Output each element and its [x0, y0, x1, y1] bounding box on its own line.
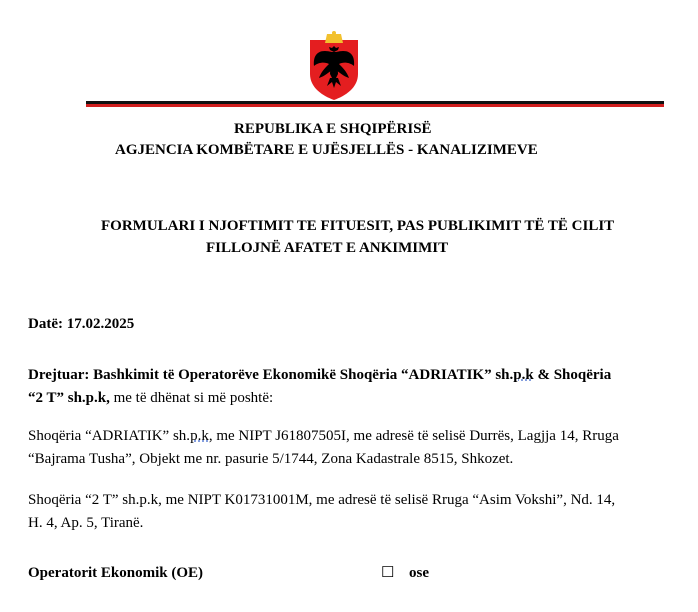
addressee-line1-link: p.k — [513, 367, 534, 383]
addressee-line2-rest: me të dhënat si më poshtë: — [109, 390, 274, 406]
albanian-coat-of-arms-icon — [307, 30, 361, 100]
company1-line2: “Bajrama Tusha”, Objekt me nr. pasurie 5/1744, Zona Kadastrale 8515, Shkozet. — [28, 451, 514, 467]
addressee-line1-part1: Drejtuar: Bashkimit të Operatorëve Ekonomikë Shoqëria “ADRIATIK” sh. — [28, 367, 514, 383]
company1-line1-part2: , me NIPT J61807505I, me adresë të selisë Durrës, Lagjja 14, Rruga — [208, 428, 619, 444]
form-title-line1: FORMULARI I NJOFTIMIT TE FITUESIT, PAS PUBLIKIMIT TË TË CILIT — [101, 218, 615, 234]
operator-checkbox-icon[interactable]: ☐ — [381, 565, 395, 581]
addressee-line1-part2: & Shoqëria — [533, 367, 612, 383]
company1-line1-part1: Shoqëria “ADRIATIK” sh. — [28, 428, 191, 444]
republic-heading: REPUBLIKA E SHQIPËRISË — [234, 121, 432, 137]
header-rule-red — [86, 104, 664, 107]
company2-line2: H. 4, Ap. 5, Tiranë. — [28, 515, 144, 531]
agency-heading: AGJENCIA KOMBËTARE E UJËSJELLËS - KANALIZIMEVE — [115, 142, 538, 158]
operator-label: Operatorit Ekonomik (OE) — [28, 565, 203, 581]
company1-paragraph — [28, 425, 668, 471]
company2-line1: Shoqëria “2 T” sh.p.k, me NIPT K01731001M, me adresë të selisë Rruga “Asim Vokshi”, Nd. 14, — [28, 492, 616, 508]
form-title-line2: FILLOJNË AFATET E ANKIMIMIT — [206, 240, 449, 256]
addressee-block — [28, 364, 668, 410]
addressee-line2-bold: “2 T” sh.p.k, — [28, 390, 110, 406]
or-label: ose — [409, 565, 429, 581]
notice-date: Datë: 17.02.2025 — [28, 316, 135, 332]
company2-paragraph — [28, 489, 668, 535]
company1-line1-link: p.k — [190, 428, 209, 444]
